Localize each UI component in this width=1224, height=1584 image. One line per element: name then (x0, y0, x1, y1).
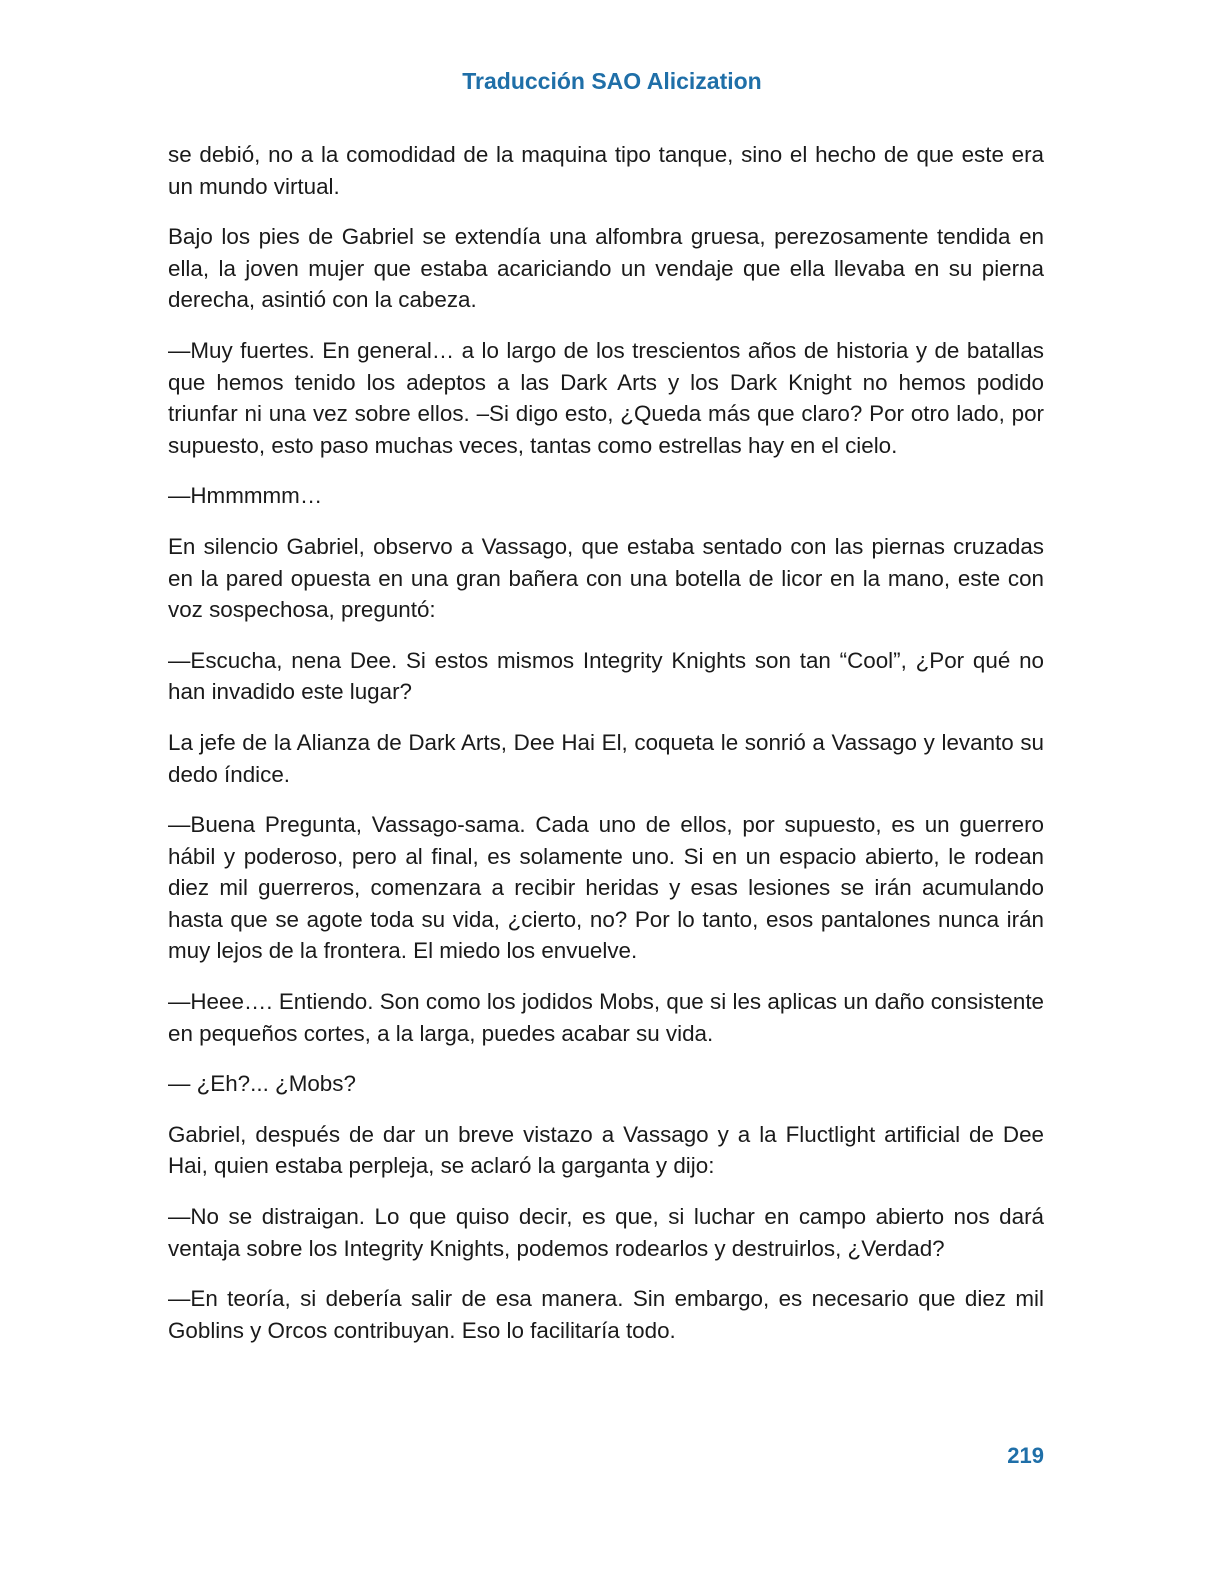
paragraph: La jefe de la Alianza de Dark Arts, Dee Hai El, coqueta le sonrió a Vassago y levanto su dedo índice. (168, 729, 1044, 787)
paragraph: se debió, no a la comodidad de la maquina tipo tanque, sino el hecho de que este era un mundo virtual. (168, 142, 1044, 199)
page-number: 219 (1007, 1443, 1044, 1468)
paragraph: —Muy fuertes. En general… a lo largo de los trescientos años de historia y de batallas que hemos tenido los adeptos a las Dark Arts y los Dark Knight no hemos podido triunfar ni una vez sobre ellos. –Si digo esto, ¿Queda más que claro? Por otro lado, por supuesto, esto paso muchas veces, tantas como estrellas hay en el cielo. (168, 337, 1044, 458)
paragraph: —Buena Pregunta, Vassago-sama. Cada uno de ellos, por supuesto, es un guerrero hábil y poderoso, pero al final, es solamente uno. Si en un espacio abierto, le rodean diez mil guerreros, comenzara a recibir heridas y esas lesiones se irán acumulando hasta que se agote toda su vida, ¿cierto, no? Por lo tanto, esos pantalones nunca irán muy lejos de la frontera. El miedo los envuelve. (168, 812, 1044, 964)
paragraph: En silencio Gabriel, observo a Vassago, que estaba sentado con las piernas cruzadas en la pared opuesta en una gran bañera con una botella de licor en la mano, este con voz sospechosa, preguntó: (168, 533, 1044, 623)
paragraph: —Hmmmmm… (168, 483, 323, 509)
paragraph: —Escucha, nena Dee. Si estos mismos Integrity Knights son tan “Cool”, ¿Por qué no han invadido este lugar? (168, 647, 1044, 705)
paragraph: —Heee…. Entiendo. Son como los jodidos Mobs, que si les aplicas un daño consistente en pequeños cortes, a la larga, puedes acabar su vida. (168, 989, 1044, 1046)
paragraph: — ¿Eh?... ¿Mobs? (168, 1071, 356, 1097)
paragraph: Gabriel, después de dar un breve vistazo a Vassago y a la Fluctlight artificial de Dee Hai, quien estaba perpleja, se aclaró la garganta y dijo: (168, 1121, 1044, 1179)
body-text (168, 139, 1044, 1365)
paragraph: —No se distraigan. Lo que quiso decir, es que, si luchar en campo abierto nos dará ventaja sobre los Integrity Knights, podemos rodearlos y destruirlos, ¿Verdad? (168, 1204, 1044, 1261)
paragraph: Bajo los pies de Gabriel se extendía una alfombra gruesa, perezosamente tendida en ella, la joven mujer que estaba acariciando un vendaje que ella llevaba en su pierna derecha, asintió con la cabeza. (168, 224, 1044, 313)
running-header: Traducción SAO Alicization (462, 68, 762, 94)
paragraph: —En teoría, si debería salir de esa manera. Sin embargo, es necesario que diez mil Goblins y Orcos contribuyan. Eso lo facilitaría todo. (168, 1286, 1044, 1343)
